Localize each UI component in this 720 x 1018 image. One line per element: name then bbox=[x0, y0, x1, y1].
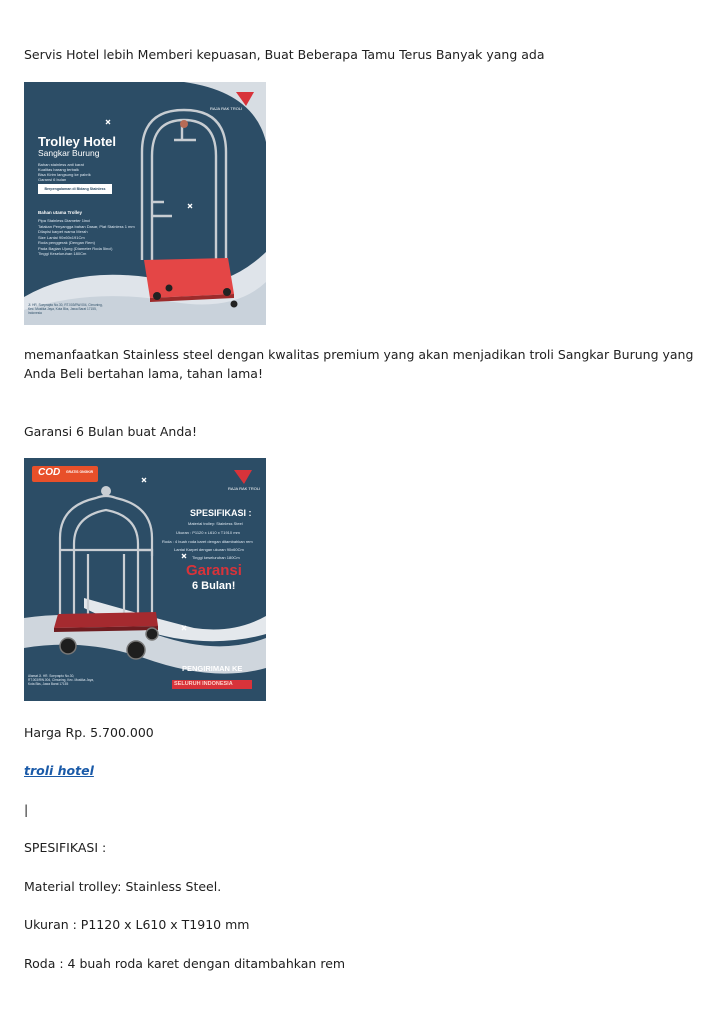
material-text: Material trolley: Stainless Steel. bbox=[24, 879, 222, 894]
address-text: Alamat Jl. HR. Soeprapto No.30, RT.003/RW.004, Cimuning, Kec. Mustika Jaya, Kota Bks, Jawa Barat 17155 bbox=[28, 674, 94, 686]
feature-line: Bisa Kirim langsung ke pabrik bbox=[38, 172, 91, 177]
spec-line: Tinggi keseluruhan 180Cm bbox=[192, 555, 240, 560]
size-text: Ukuran : P1120 x L610 x T1910 mm bbox=[24, 917, 250, 932]
spec-line: Lantai Karpet dengan ukuran 90x60Cm bbox=[174, 547, 244, 552]
feature-line: Bahan stainless anti karat bbox=[38, 162, 84, 167]
separator-text: | bbox=[24, 802, 29, 817]
spec-line: Pipa Stainless Diameter 1inci bbox=[38, 218, 91, 223]
spec-heading: SPESIFIKASI : bbox=[24, 840, 107, 855]
spec-line: Roda penggerak (Dengan Rem) bbox=[38, 240, 95, 245]
brand-logo-text: RAJA RAK TROLI bbox=[228, 486, 261, 491]
spec-line: Ukuran : P1120 x L610 x T1910 mm bbox=[176, 530, 240, 535]
spec-line: Pada Bagian Ujung (Diameter Roda 5inci) bbox=[38, 245, 113, 251]
spec-title: SPESIFIKASI : bbox=[190, 508, 252, 518]
address-text: Jl. HR. Soeprapto No.30, RT.003/RW.004, Cimuning, Kec. Mustika Jaya, Kota Bks, Jawa Barat 17155, Indonesia bbox=[28, 303, 103, 315]
cod-label: COD bbox=[38, 467, 61, 478]
shipping-heading: PENGIRIMAN KE bbox=[182, 664, 243, 673]
spec-line: Material trolley: Stainless Steel bbox=[188, 521, 243, 526]
feature-line: Garansi 6 bulan bbox=[38, 177, 67, 182]
spec-line: Size Lantai 90x60x191Cm bbox=[38, 234, 85, 240]
shipping-coverage: SELURUH INDONESIA bbox=[174, 681, 233, 687]
wheels-text: Roda : 4 buah roda karet dengan ditambahkan rem bbox=[24, 956, 346, 971]
spec-line: Tinggi Keseluruhan 180Cm bbox=[38, 251, 87, 256]
banner-title: Trolley Hotel bbox=[38, 134, 117, 149]
price-text: Harga Rp. 5.700.000 bbox=[24, 725, 154, 740]
banner-subtitle: Sangkar Burung bbox=[38, 148, 100, 158]
paragraph-quality: memanfaatkan Stainless steel dengan kwalitas premium yang akan menjadikan troli Sangkar Burung yang Anda Beli bertahan lama, tahan lama! bbox=[24, 347, 694, 381]
spec-line: Roda : 4 buah roda karet dengan ditambahkan rem bbox=[162, 539, 253, 544]
guarantee-duration: 6 Bulan! bbox=[192, 580, 236, 592]
spec-line: Dilapisi karpet warna Merah bbox=[38, 229, 88, 234]
paragraph-guarantee: Garansi 6 Bulan buat Anda! bbox=[24, 424, 197, 439]
feature-line: Kualitas barang terbaik bbox=[38, 167, 79, 172]
experience-badge: Berpengalaman di Bidang Stainless bbox=[38, 184, 112, 194]
free-shipping-label: GRATIS ONGKIR bbox=[66, 470, 94, 474]
intro-text: Servis Hotel lebih Memberi kepuasan, Buat Beberapa Tamu Terus Banyak yang ada bbox=[24, 47, 545, 62]
guarantee-heading: Garansi bbox=[186, 562, 242, 579]
brand-logo-text: RAJA RAK TROLI bbox=[210, 106, 243, 111]
spec-line: Tatakan Penyangga bahan Dasar, Plat Stainless 1 mm bbox=[38, 223, 135, 229]
troli-hotel-link[interactable]: troli hotel bbox=[24, 763, 94, 778]
specification-banner-image bbox=[24, 458, 266, 701]
trolley-banner-image bbox=[24, 82, 266, 325]
specs-title: Bahan utama Trolley bbox=[38, 210, 83, 215]
